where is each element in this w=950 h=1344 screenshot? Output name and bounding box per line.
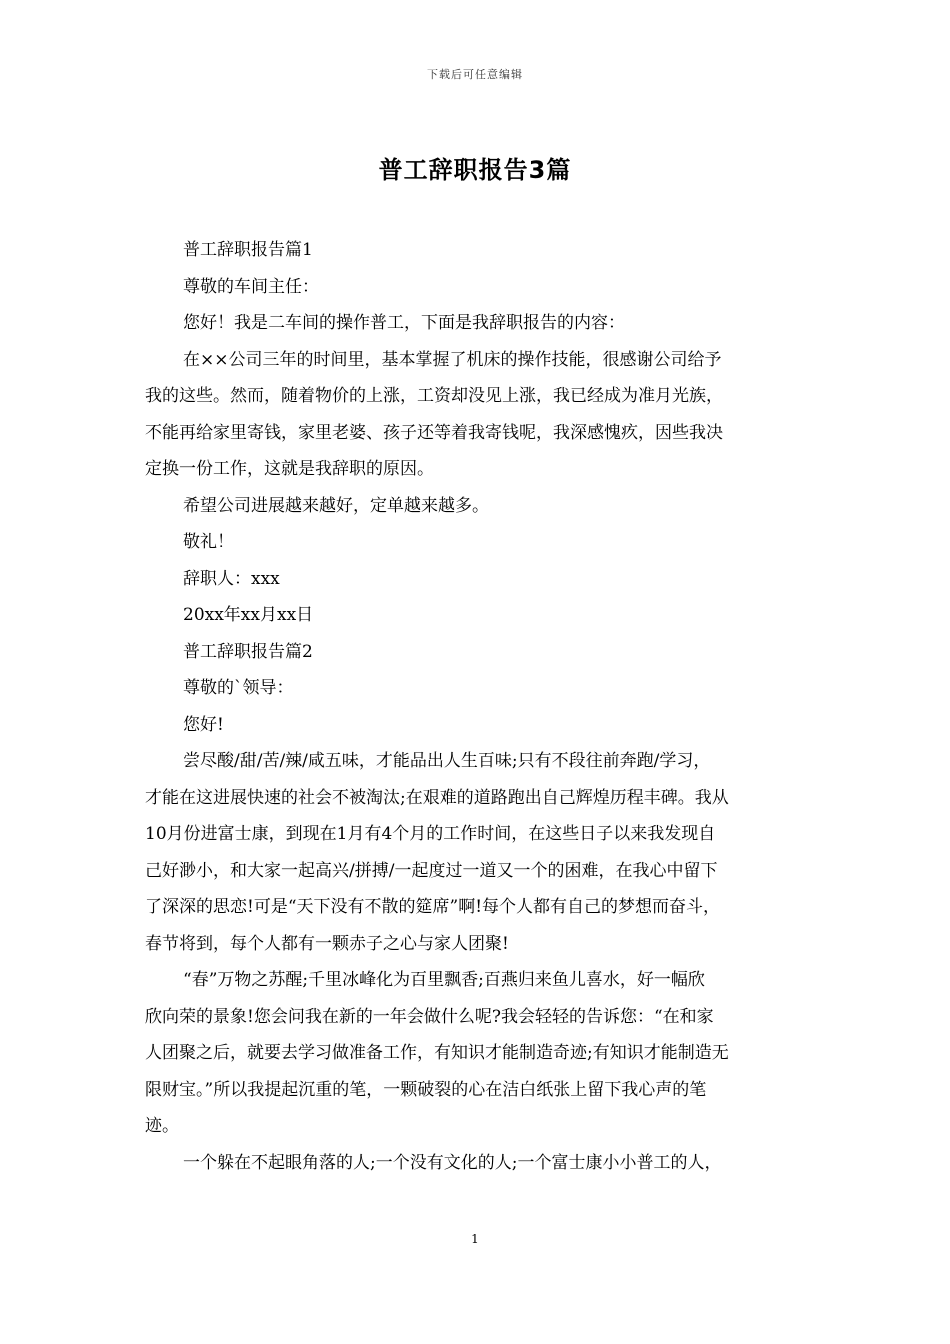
body-line: 辞职人：xxx [183, 568, 280, 589]
body-line: 己好渺小，和大家一起高兴/拼搏/一起度过一道又一个的困难，在我心中留下 [145, 860, 718, 881]
body-line: “春”万物之苏醒;千里冰峰化为百里飘香;百燕归来鱼儿喜水，好一幅欣 [183, 970, 705, 990]
body-line: 您好！我是二车间的操作普工，下面是我辞职报告的内容： [183, 313, 625, 333]
document-title: 普工辞职报告3篇 [378, 156, 572, 184]
page-number: 1 [471, 1232, 479, 1246]
body-line: 尝尽酸/甜/苦/辣/咸五味，才能品出人生百味;只有不段往前奔跑/学习， [183, 751, 711, 771]
body-line: 欣向荣的景象!您会问我在新的一年会做什么呢?我会轻轻的告诉您：“在和家 [145, 1006, 714, 1027]
document-body [145, 232, 825, 1181]
body-line: 在××公司三年的时间里，基本掌握了机床的操作技能，很感谢公司给予 [183, 349, 722, 370]
body-line: 普工辞职报告篇1 [183, 240, 313, 260]
body-line: 您好! [183, 714, 224, 735]
body-line: 不能再给家里寄钱，家里老婆、孩子还等着我寄钱呢，我深感愧疚，因些我决 [145, 422, 723, 443]
body-line: 定换一份工作，这就是我辞职的原因。 [145, 459, 434, 479]
body-line: 普工辞职报告篇2 [183, 641, 313, 662]
body-line: 我的这些。然而，随着物价的上涨，工资却没见上涨，我已经成为准月光族， [145, 386, 723, 406]
body-line: 春节将到，每个人都有一颗赤子之心与家人团聚! [145, 933, 509, 954]
header-note: 下载后可任意编辑 [427, 68, 523, 81]
body-line: 才能在这进展快速的社会不被淘汰;在艰难的道路跑出自己辉煌历程丰碑。我从 [145, 787, 729, 808]
body-line: 人团聚之后，就要去学习做准备工作，有知识才能制造奇迹;有知识才能制造无 [145, 1043, 729, 1063]
body-line: 一个躲在不起眼角落的人;一个没有文化的人;一个富士康小小普工的人， [183, 1152, 722, 1173]
body-line: 尊敬的车间主任： [183, 276, 319, 297]
body-line: 限财宝。”所以我提起沉重的笔，一颗破裂的心在洁白纸张上留下我心声的笔 [145, 1079, 707, 1100]
body-line: 敬礼！ [183, 532, 234, 552]
body-line: 迹。 [145, 1116, 179, 1136]
body-line: 20xx年xx月xx日 [183, 605, 314, 625]
body-line: 尊敬的`领导： [183, 678, 294, 698]
body-line: 希望公司进展越来越好，定单越来越多。 [183, 495, 489, 516]
body-line: 了深深的思恋!可是“天下没有不散的筵席”啊!每个人都有自己的梦想而奋斗， [145, 897, 721, 917]
body-line: 10月份进富士康，到现在1月有4个月的工作时间，在这些日子以来我发现自 [145, 824, 716, 844]
